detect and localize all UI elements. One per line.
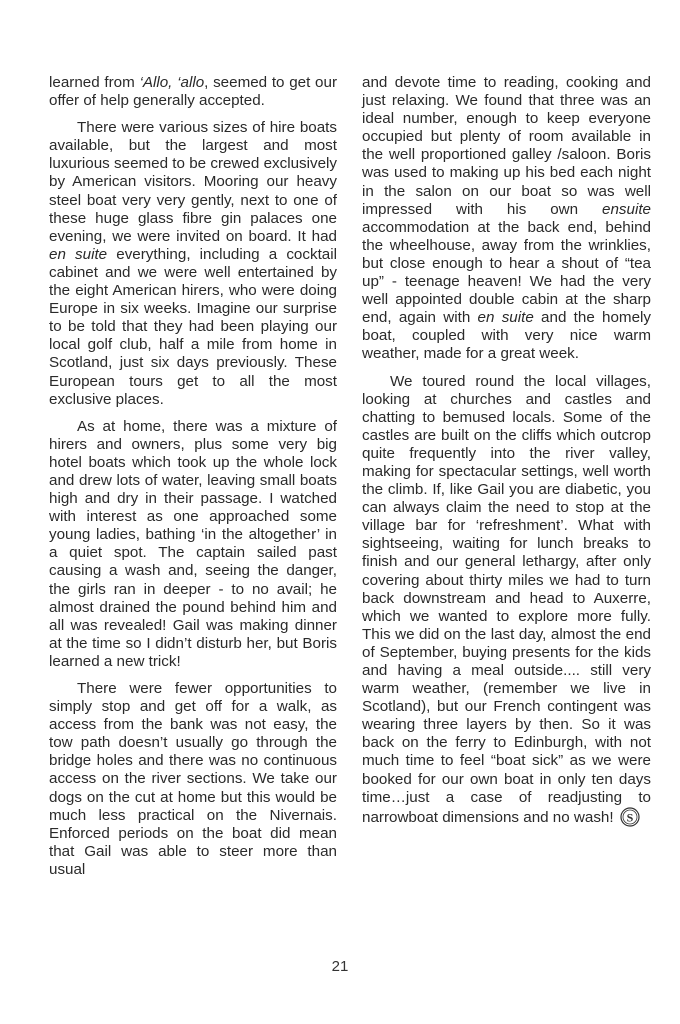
- right-column: [362, 74, 651, 836]
- text-run: everything, including a cocktail cabinet and we were well entertained by the eight American hirers, who were doing Europe in six weeks. Imagine our surprise to be told that they had been playing our local golf club, half a mile from home in Scotland, just six days previously. These European tours get to all the most exclusive places.: [49, 245, 337, 408]
- page-number: 21: [331, 958, 349, 975]
- paragraph-continued: [49, 74, 337, 110]
- paragraph-hire-boats: [49, 119, 337, 409]
- italic-term: en suite: [477, 309, 534, 327]
- paragraph-hotel-boats: As at home, there was a mixture of hirers and owners, plus some very big hotel boats which took up the whole lock and drew lots of water, leaving small boats high and dry in their passage. I watched with interest as one approached some young ladies, bathing ‘in the altogether’ in a quiet spot. The captain sailed past causing a wash and, seeing the danger, the girls ran in deeper - to no avail; he almost drained the pound behind him and all was revealed! Gail was making dinner at the time so I didn’t disturb her, but Boris learned a new trick!: [49, 417, 337, 670]
- paragraph-access: There were fewer opportunities to simply stop and get off for a walk, as access from the bank was not easy, the tow path doesn’t usually go through the bridge holes and there was no continuous access on the river sections. We take our dogs on the cut at home but this would be much less practical on the Nivernais. Enforced periods on the boat did mean that Gail was able to steer more than usual: [49, 680, 337, 878]
- text-run: We toured round the local villages, looking at churches and castles and chatting to bemused locals. Some of the castles are built on the cliffs which outcrop quite frequently into the river valley, making for spectacular settings, well worth the climb. If, like Gail you are diabetic, you can always claim the need to stop at the village bar for ‘refreshment’. What with sightseeing, waiting for lunch breaks to finish and our general lethargy, after only covering about thirty miles we had to turn back downstream and head to Auxerre, which we wanted to explore more fully. This we did on the last day, almost the end of September, buying presents for the kids and having a meal outside.... still very warm weather, (remember we live in Scotland), but our French contingent was wearing three layers by then. So it was back on the ferry to Edinburgh, with not much time to feel “boat sick” as we were booked for our own boat in only ten days time…just a case of readjusting to narrowboat dimensions and no wash!: [362, 372, 651, 826]
- text-run: and the homely boat, coupled with very nice warm weather, made for a great week.: [362, 309, 651, 363]
- paragraph-villages: [362, 373, 651, 827]
- paragraph-relaxing: [362, 74, 651, 364]
- text-run: , seemed to get our offer of help generally accepted.: [49, 74, 337, 110]
- end-mark-logo-icon: [620, 807, 640, 827]
- end-mark-letter: S: [626, 810, 633, 825]
- left-column: [49, 74, 337, 888]
- italic-term: en suite: [49, 245, 108, 263]
- text-run: There were various sizes of hire boats available, but the largest and most luxurious seemed to be crewed exclusively by American visitors. Mooring our heavy steel boat very very gently, next to one of these huge glass fibre gin palaces one evening, we were invited on board. It had: [49, 119, 337, 245]
- text-run: learned from: [49, 74, 140, 91]
- text-run: accommodation at the back end, behind the wheelhouse, away from the wrinklies, but close enough to hear a shout of “tea up” - teenage heaven! We had the very well appointed double cabin at the sharp end, again with: [362, 218, 651, 327]
- italic-term: ensuite: [602, 200, 651, 218]
- italic-title: ‘Allo, ‘allo: [139, 74, 205, 91]
- text-run: and devote time to reading, cooking and just relaxing. We found that three was an ideal number, enough to keep everyone occupied but plenty of room available in the well proportioned galley /saloon. Boris was used to making up his bed each night in the salon on our boat so was well impressed with his own: [362, 74, 651, 218]
